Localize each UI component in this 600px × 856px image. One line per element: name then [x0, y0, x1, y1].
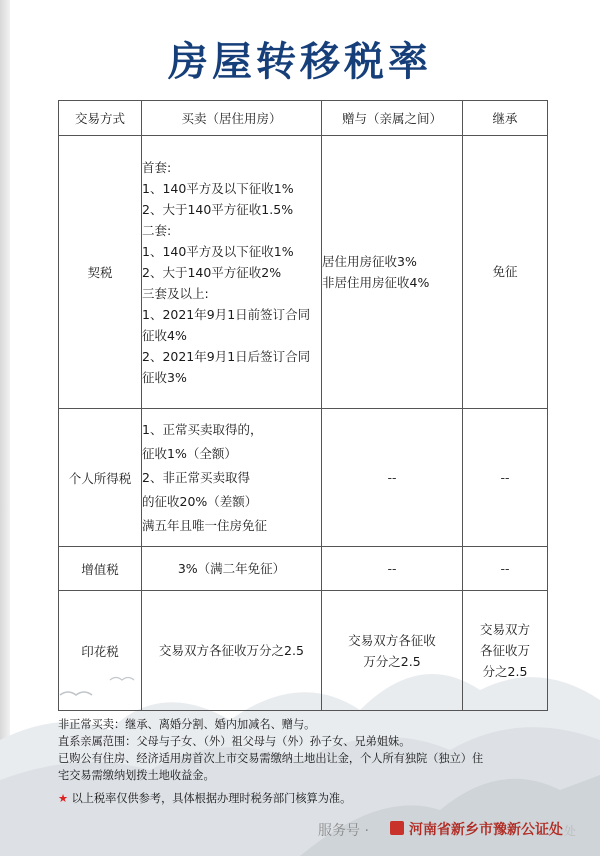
seal-icon — [390, 821, 404, 835]
note-line: 直系亲属范围：父母与子女、（外）祖父母与（外）孙子女、兄弟姐妹。 — [58, 735, 411, 748]
income-inherit-cell: -- — [463, 409, 548, 547]
row-label-vat: 增值税 — [59, 547, 142, 591]
star-icon: ★ — [58, 792, 69, 805]
header-method: 交易方式 — [59, 101, 142, 136]
header-sale: 买卖（居住用房） — [142, 101, 322, 136]
page-title: 房屋转移税率 — [168, 39, 432, 85]
deed-sale-line: 三套及以上: — [142, 285, 209, 301]
footer-org-name: 河南省新乡市豫新公证处 — [409, 822, 563, 838]
stamp-sale-cell: 交易双方各征收万分之2.5 — [142, 591, 322, 711]
disclaimer-line — [58, 790, 578, 807]
deed-sale-line: 征收4% — [142, 327, 187, 343]
footer-service-label: 服务号 · — [318, 823, 369, 839]
deed-sale-line: 1、2021年9月1日前签订合同 — [142, 306, 311, 322]
deed-sale-line: 2、2021年9月1日后签订合同 — [142, 348, 311, 364]
income-sale-line: 1、正常买卖取得的， — [142, 421, 263, 437]
row-label-income-tax: 个人所得税 — [59, 409, 142, 547]
deed-sale-line: 2、大于140平方征收1.5% — [142, 201, 294, 217]
table-header-row — [59, 101, 548, 136]
note-line: 已购公有住房、经济适用房首次上市交易需缴纳土地出让金，个人所有独院（独立）住 — [58, 752, 484, 765]
vat-inherit-cell: -- — [463, 547, 548, 591]
deed-sale-line: 征收3% — [142, 369, 187, 385]
table-row-deed-tax — [59, 136, 548, 409]
note-line: 宅交易需缴纳划拨土地收益金。 — [58, 769, 215, 782]
deed-inherit-cell: 免征 — [463, 136, 548, 409]
income-sale-line: 2、非正常买卖取得 — [142, 469, 250, 485]
income-sale-line: 征收1%（全额） — [142, 445, 237, 461]
note-line: 非正常买卖：继承、离婚分割、婚内加减名、赠与。 — [58, 718, 316, 731]
footer-tail: 处 — [564, 824, 577, 838]
table-row-income-tax — [59, 409, 548, 547]
stamp-gift-line: 交易双方各征收 — [348, 632, 436, 648]
income-gift-cell: -- — [322, 409, 463, 547]
deed-sale-cell — [142, 136, 322, 409]
deed-gift-line: 居住用房征收3% — [322, 254, 417, 269]
deed-sale-line: 1、140平方及以下征收1% — [142, 180, 294, 196]
income-sale-line: 的征收20%（差额） — [142, 493, 258, 509]
row-label-deed-tax: 契税 — [59, 136, 142, 409]
stamp-inherit-cell — [463, 591, 548, 711]
stamp-inherit-line: 交易双方 — [479, 622, 530, 637]
row-label-stamp-tax: 印花税 — [59, 591, 142, 711]
stamp-inherit-line: 各征收万 — [479, 643, 530, 658]
stamp-gift-cell — [322, 591, 463, 711]
header-gift: 赠与（亲属之间） — [322, 101, 463, 136]
disclaimer-text: 以上税率仅供参考，具体根据办理时税务部门核算为准。 — [71, 792, 352, 805]
header-inherit: 继承 — [463, 101, 548, 136]
deed-gift-cell — [322, 136, 463, 409]
tax-rate-table — [58, 100, 548, 711]
stamp-gift-line: 万分之2.5 — [363, 653, 421, 669]
income-sale-cell — [142, 409, 322, 547]
deed-sale-line: 首套: — [142, 159, 172, 175]
vat-sale-cell: 3%（满二年免征） — [142, 547, 322, 591]
deed-sale-line: 二套: — [142, 222, 172, 238]
vat-gift-cell: -- — [322, 547, 463, 591]
deed-gift-line: 非居住用房征收4% — [322, 275, 430, 290]
notes-section — [58, 716, 578, 807]
deed-sale-line: 2、大于140平方征收2% — [142, 264, 282, 280]
stamp-inherit-line: 分之2.5 — [482, 664, 528, 679]
income-sale-line: 满五年且唯一住房免征 — [142, 517, 268, 533]
table-row-stamp-tax — [59, 591, 548, 711]
table-row-vat — [59, 547, 548, 591]
deed-sale-line: 1、140平方及以下征收1% — [142, 243, 294, 259]
